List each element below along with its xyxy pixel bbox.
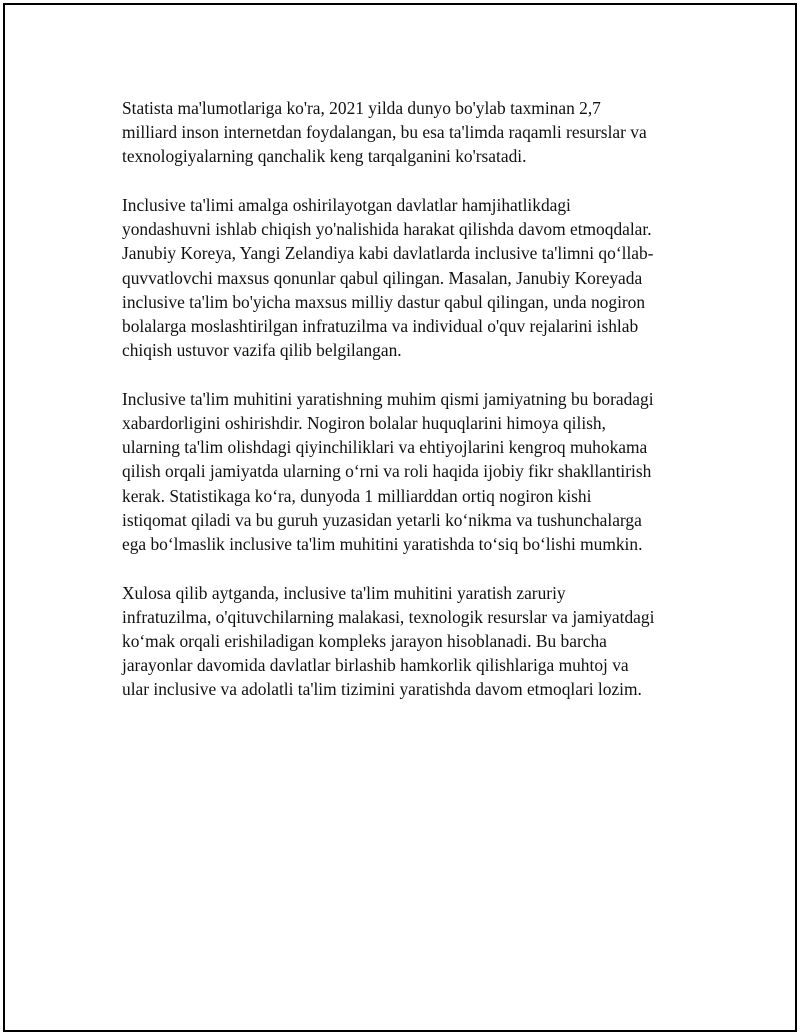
paragraph-conclusion: Xulosa qilib aytganda, inclusive ta'lim muhitini yaratish zaruriy infratuzilma, o'qituvchilarning malakasi, texnologik resurslar va jamiyatdagi ko‘mak orqali erishiladigan kompleks jarayon hisoblanadi. Bu barcha jarayonlar davomida davlatlar birlashib hamkorlik qilishlariga muhtoj va ular inclusive va adolatli ta'lim tizimini yaratishda davom etmoqlari lozim. [122,582,655,700]
paragraph-public-awareness: Inclusive ta'lim muhitini yaratishning muhim qismi jamiyatning bu boradagi xabardorligini oshirishdir. Nogiron bolalar huquqlarini himoya qilish, ularning ta'lim olishdagi qiyinchiliklari va ehtiyojlarini kengroq muhokama qilish orqali jamiyatda ularning o‘rni va roli haqida ijobiy fikr shakllantirish kerak. Statistikaga ko‘ra, dunyoda 1 milliarddan ortiq nogiron kishi istiqomat qiladi va bu guruh yuzasidan yetarli ko‘nikma va tushunchalarga ega bo‘lmaslik inclusive ta'lim muhitini yaratishda to‘siq bo‘lishi mumkin. [122,388,654,555]
paragraph-national-approaches: Inclusive ta'limi amalga oshirilayotgan davlatlar hamjihatlikdagi yondashuvni ishlab chiqish yo'nalishida harakat qilishda davom etmoqdalar. Janubiy Koreya, Yangi Zelandiya kabi davlatlarda inclusive ta'limni qo‘llab- quvvatlovchi maxsus qonunlar qabul qilingan. Masalan, Janubiy Koreyada inclusive ta'lim bo'yicha maxsus milliy dastur qabul qilingan, unda nogiron bolalarga moslashtirilgan infratuzilma va individual o'quv rejalarini ishlab chiqish ustuvor vazifa qilib belgilangan. [122,195,654,361]
page [3,3,797,1032]
paragraph-internet-statistics: Statista ma'lumotlariga ko'ra, 2021 yilda dunyo bo'ylab taxminan 2,7 milliard inson internetdan foydalangan, bu esa ta'limda raqamli resurslar va texnologiyalarning qanchalik keng tarqalganini ko'rsatadi. [122,98,647,167]
document-body [122,96,702,726]
